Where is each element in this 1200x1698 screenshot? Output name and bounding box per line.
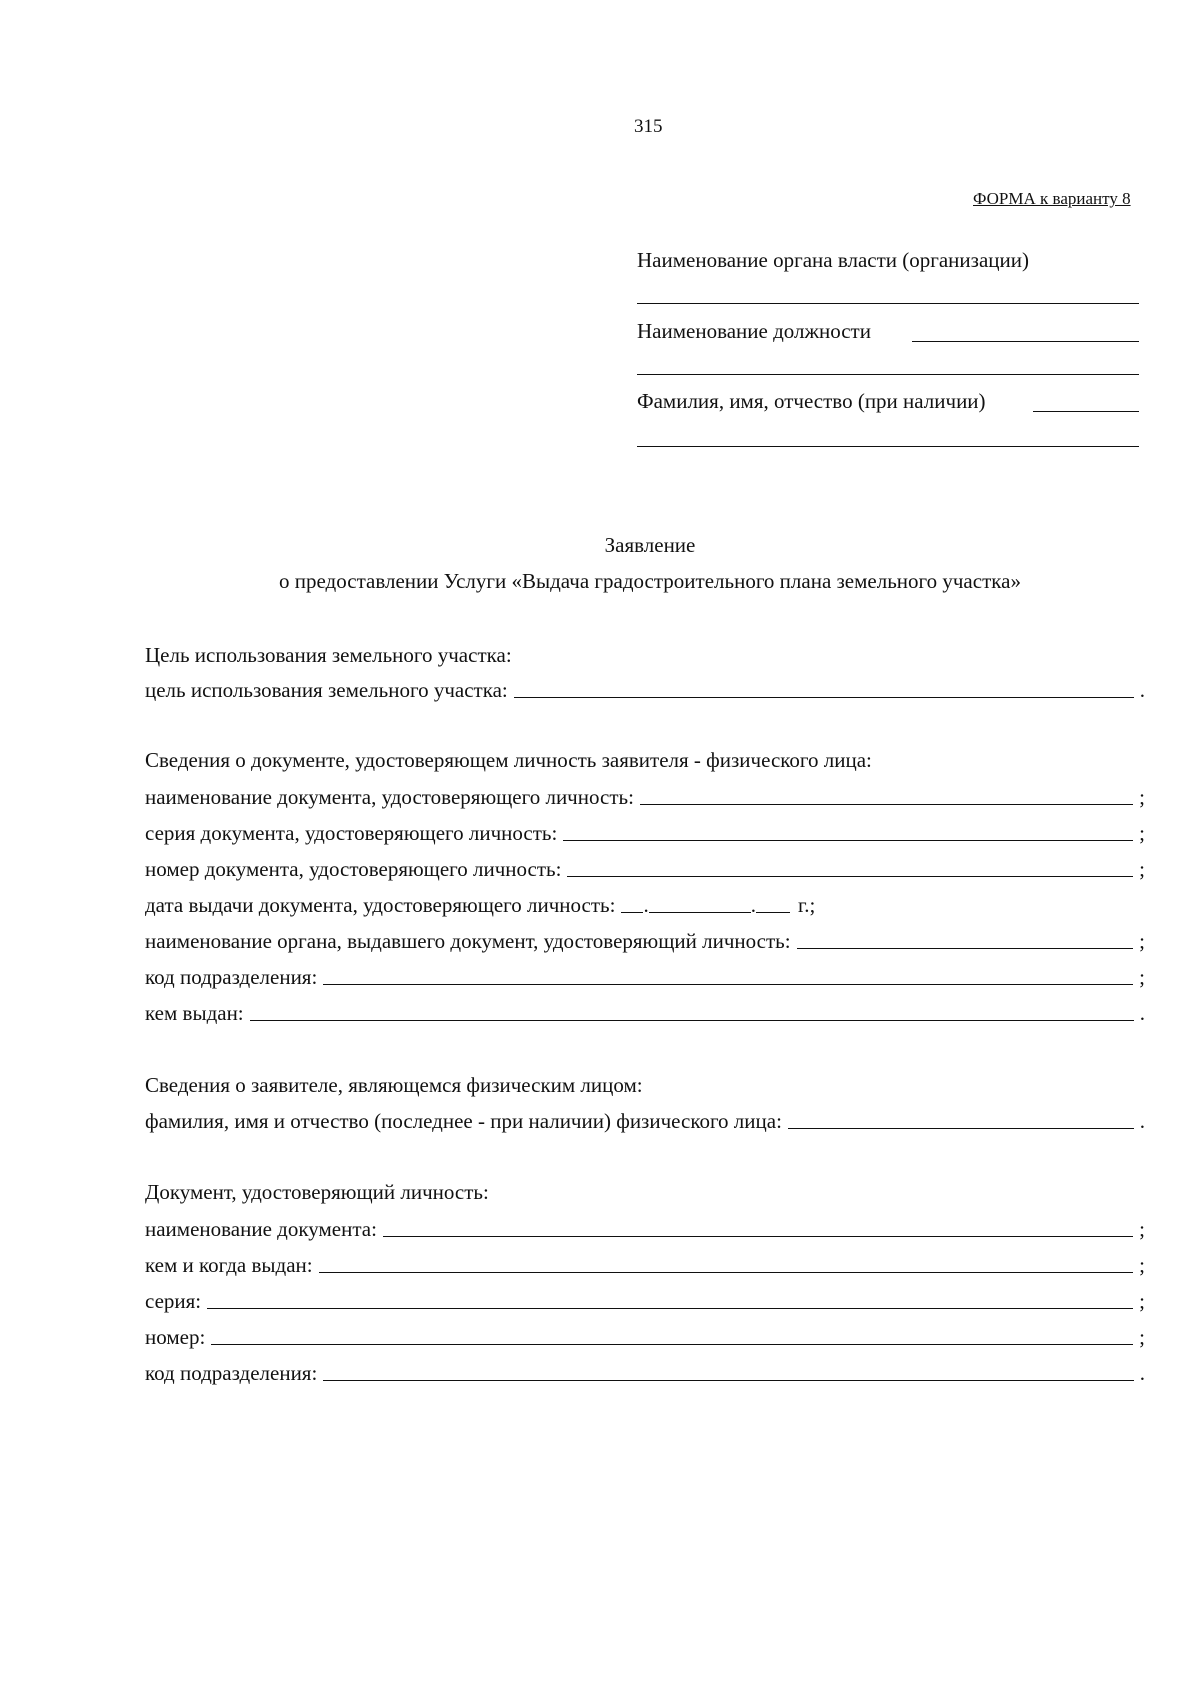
field-doc-division-code-line[interactable] — [323, 1380, 1133, 1381]
field-issuing-authority — [145, 931, 1145, 952]
field-issued-when-end: ; — [1139, 1253, 1145, 1277]
field-number-line[interactable] — [211, 1344, 1133, 1345]
field-doc-number — [145, 859, 1145, 880]
field-division-code-end: ; — [1139, 965, 1145, 989]
field-document-name-label: наименование документа: — [145, 1217, 377, 1241]
field-issuing-authority-line[interactable] — [797, 948, 1134, 949]
position-line[interactable] — [912, 341, 1139, 342]
field-doc-name-line[interactable] — [640, 804, 1133, 805]
field-division-code-line[interactable] — [323, 984, 1133, 985]
section-document-heading: Документ, удостоверяющий личность: — [145, 1180, 489, 1204]
field-purpose — [145, 680, 1145, 701]
field-issued-by-end: . — [1139, 1001, 1145, 1025]
field-issued-by — [145, 1003, 1145, 1024]
field-doc-series-end: ; — [1139, 821, 1145, 845]
field-applicant-fio-end: . — [1139, 1109, 1145, 1133]
field-doc-name-end: ; — [1139, 785, 1145, 809]
position-line-2[interactable] — [637, 374, 1139, 375]
fio-line[interactable] — [1033, 411, 1139, 412]
field-applicant-fio-label: фамилия, имя и отчество (последнее - при наличии) физического лица: — [145, 1109, 782, 1133]
date-month-line[interactable] — [649, 912, 751, 913]
field-purpose-label: цель использования земельного участка: — [145, 678, 508, 702]
field-number — [145, 1327, 1145, 1348]
field-issuing-authority-end: ; — [1139, 929, 1145, 953]
position-label: Наименование должности — [637, 319, 871, 343]
field-number-label: номер: — [145, 1325, 206, 1349]
section-applicant-heading: Сведения о заявителе, являющемся физическим лицом: — [145, 1073, 643, 1097]
field-series-end: ; — [1139, 1289, 1145, 1313]
page-number: 315 — [634, 116, 663, 137]
field-series-label: серия: — [145, 1289, 202, 1313]
fio-line-2[interactable] — [637, 446, 1139, 447]
field-doc-date — [145, 895, 815, 916]
field-issued-when-line[interactable] — [319, 1272, 1134, 1273]
field-document-name-end: ; — [1139, 1217, 1145, 1241]
org-line[interactable] — [637, 303, 1139, 304]
field-doc-series — [145, 823, 1145, 844]
field-doc-division-code — [145, 1363, 1145, 1384]
section-identity-heading: Сведения о документе, удостоверяющем личность заявителя - физического лица: — [145, 748, 872, 772]
field-doc-date-label: дата выдачи документа, удостоверяющего личность: — [145, 893, 616, 917]
date-day-line[interactable] — [621, 912, 643, 913]
field-doc-division-code-label: код подразделения: — [145, 1361, 318, 1385]
date-separator-2: . — [750, 893, 756, 917]
fio-label: Фамилия, имя, отчество (при наличии) — [637, 389, 986, 413]
field-division-code — [145, 967, 1145, 988]
field-applicant-fio-line[interactable] — [788, 1128, 1134, 1129]
field-applicant-fio — [145, 1111, 1145, 1132]
field-doc-name-label: наименование документа, удостоверяющего личность: — [145, 785, 634, 809]
field-doc-number-end: ; — [1139, 857, 1145, 881]
date-separator-1: . — [643, 893, 649, 917]
field-document-name — [145, 1219, 1145, 1240]
field-number-end: ; — [1139, 1325, 1145, 1349]
field-issuing-authority-label: наименование органа, выдавшего документ, удостоверяющий личность: — [145, 929, 791, 953]
section-purpose-heading: Цель использования земельного участка: — [145, 643, 512, 667]
field-doc-division-code-end: . — [1139, 1361, 1145, 1385]
field-doc-number-label: номер документа, удостоверяющего личность: — [145, 857, 562, 881]
field-doc-name — [145, 787, 1145, 808]
document-title: Заявление — [604, 533, 696, 557]
field-issued-by-line[interactable] — [250, 1020, 1134, 1021]
field-division-code-label: код подразделения: — [145, 965, 318, 989]
field-doc-number-line[interactable] — [567, 876, 1133, 877]
field-purpose-end: . — [1139, 678, 1145, 702]
field-document-name-line[interactable] — [383, 1236, 1133, 1237]
document-subtitle: о предоставлении Услуги «Выдача градостроительного плана земельного участка» — [279, 569, 1021, 593]
field-issued-by-label: кем выдан: — [145, 1001, 244, 1025]
field-purpose-line[interactable] — [514, 697, 1134, 698]
field-issued-when — [145, 1255, 1145, 1276]
field-doc-series-label: серия документа, удостоверяющего личность: — [145, 821, 558, 845]
field-series — [145, 1291, 1145, 1312]
org-label: Наименование органа власти (организации) — [637, 248, 1029, 272]
field-series-line[interactable] — [207, 1308, 1133, 1309]
date-year-line[interactable] — [756, 912, 790, 913]
date-suffix: г.; — [797, 893, 816, 917]
field-issued-when-label: кем и когда выдан: — [145, 1253, 313, 1277]
field-doc-series-line[interactable] — [563, 840, 1133, 841]
form-reference: ФОРМА к варианту 8 — [973, 189, 1131, 208]
